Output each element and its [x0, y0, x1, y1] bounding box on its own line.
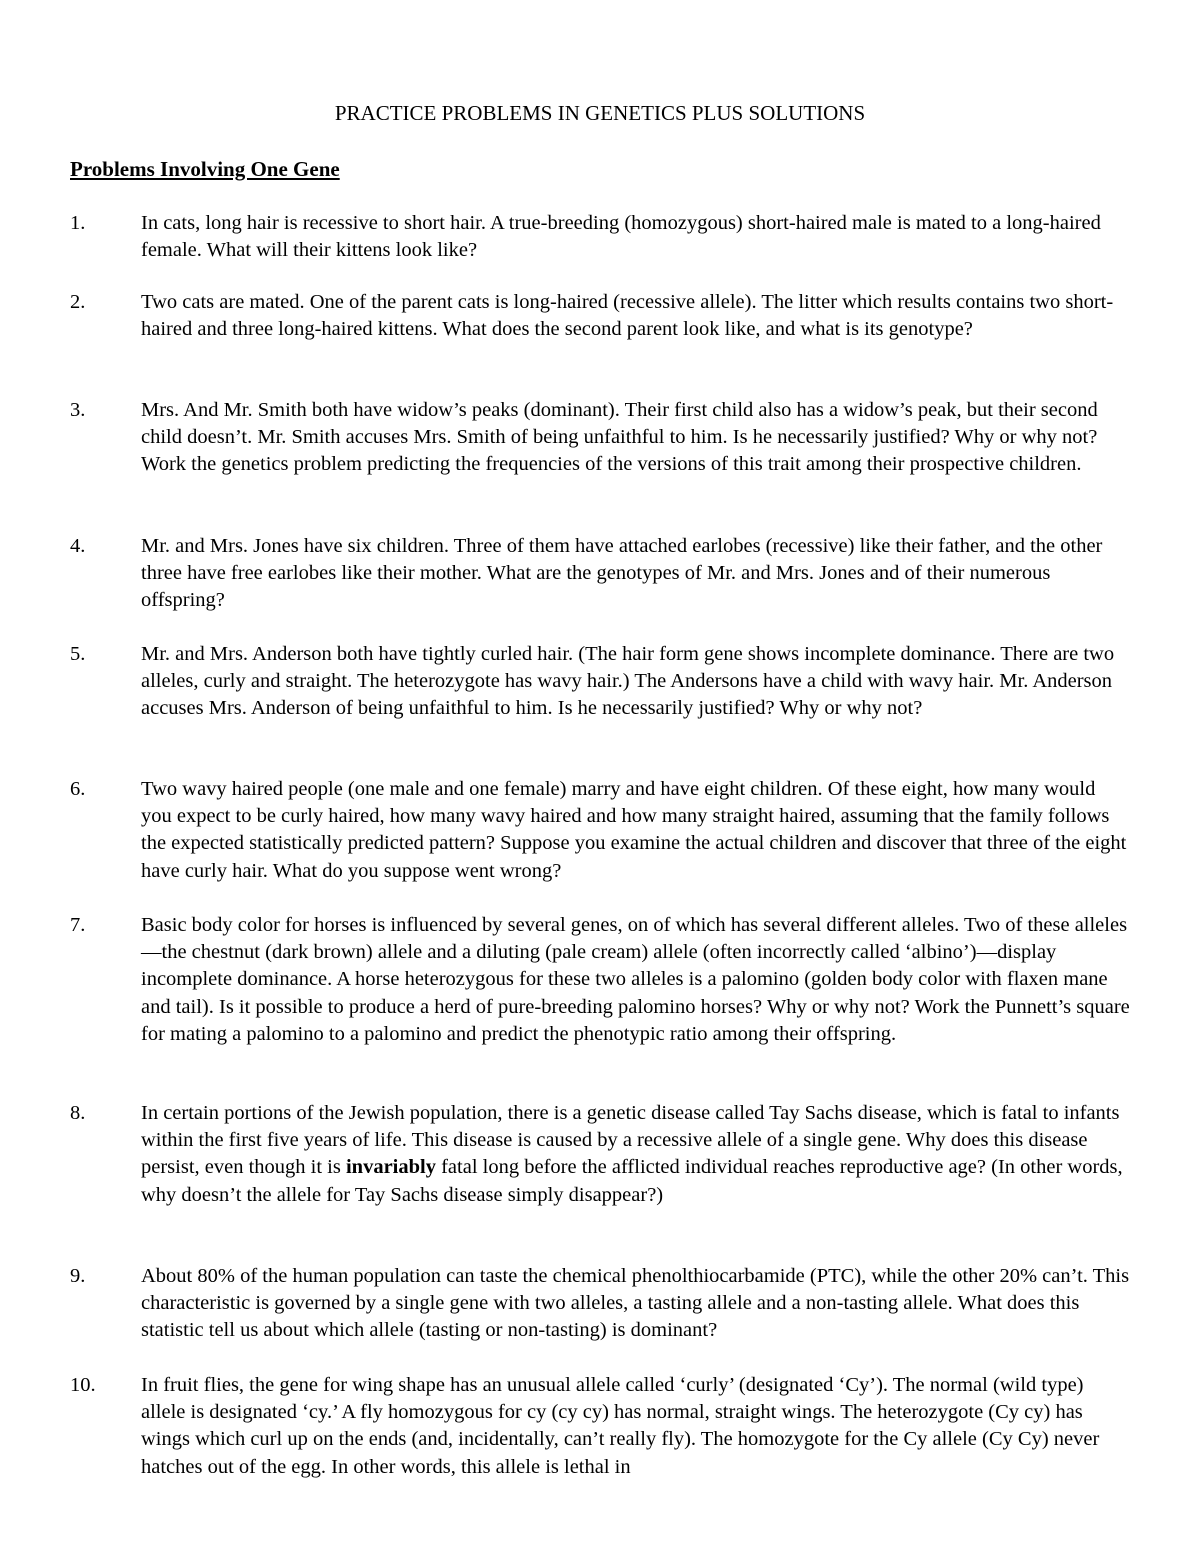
problem-number: 3.: [70, 399, 86, 421]
problem-2: [70, 289, 1130, 343]
problem-number: 10.: [70, 1374, 96, 1396]
problem-6: [70, 776, 1130, 885]
problem-text: About 80% of the human population can taste the chemical phenolthiocarbamide (PTC), while the other 20% can’t. This characteristic is governed by a single gene with two alleles, a tasting allele and a non-tasting allele. What does this statistic tell us about which allele (tasting or non-tasting) is dominant?: [141, 1265, 1130, 1342]
problem-1: [70, 210, 1130, 264]
problem-4: [70, 533, 1130, 615]
problem-text: Mr. and Mrs. Anderson both have tightly curled hair. (The hair form gene shows incomplete dominance. There are two alleles, curly and straight. The heterozygote has wavy hair.) The Andersons have a child with wavy hair. Mr. Anderson accuses Mrs. Anderson of being unfaithful to him. Is he necessarily justified? Why or why not?: [141, 643, 1115, 720]
problem-text: Two wavy haired people (one male and one female) marry and have eight children. Of these eight, how many would you expect to be curly haired, how many wavy haired and how many straight haired, assuming that the family follows the expected statistically predicted pattern? Suppose you examine the actual children and discover that three of the eight have curly hair. What do you suppose went wrong?: [141, 778, 1127, 882]
problem-3: [70, 397, 1130, 479]
problem-text: Mrs. And Mr. Smith both have widow’s peaks (dominant). Their first child also has a widow’s peak, but their second child doesn’t. Mr. Smith accuses Mrs. Smith of being unfaithful to him. Is he necessarily justified? Why or why not? Work the genetics problem predicting the frequencies of the versions of this trait among their prospective children.: [141, 399, 1098, 476]
problem-number: 1.: [70, 212, 86, 234]
problem-text: Basic body color for horses is influenced by several genes, on of which has several different alleles. Two of these alleles—the chestnut (dark brown) allele and a diluting (pale cream) allele (often incorrectly called ‘albino’)—display incomplete dominance. A horse heterozygous for these two alleles is a palomino (golden body color with flaxen mane and tail). Is it possible to produce a herd of pure-breeding palomino horses? Why or why not? Work the Punnett’s square for mating a palomino to a palomino and predict the phenotypic ratio among their offspring.: [141, 914, 1130, 1045]
problem-text: In fruit flies, the gene for wing shape has an unusual allele called ‘curly’ (designated ‘Cy’). The normal (wild type) allele is designated ‘cy.’ A fly homozygous for cy (cy cy) has normal, straight wings. The heterozygote (Cy cy) has wings which curl up on the ends (and, incidentally, can’t really fly). The homozygote for the Cy allele (Cy Cy) never hatches out of the egg. In other words, this allele is lethal in: [141, 1374, 1100, 1478]
problem-text: Two cats are mated. One of the parent cats is long-haired (recessive allele). The litter which results contains two short-haired and three long-haired kittens. What does the second parent look like, and what is its genotype?: [141, 291, 1114, 341]
problem-8: [70, 1100, 1130, 1209]
problem-7: [70, 912, 1130, 1048]
problem-number: 7.: [70, 914, 86, 936]
problem-10: [70, 1372, 1130, 1481]
section-heading: Problems Involving One Gene: [70, 157, 340, 181]
problem-number: 9.: [70, 1265, 86, 1287]
problem-text: In cats, long hair is recessive to short hair. A true-breeding (homozygous) short-haired male is mated to a long-haired female. What will their kittens look like?: [141, 212, 1101, 262]
problem-text-part: fatal long before the afflicted individual reaches reproductive age? (In other words, why doesn’t the allele for Tay Sachs disease simply disappear?): [141, 1156, 1123, 1206]
problem-number: 5.: [70, 643, 86, 665]
problem-number: 2.: [70, 291, 86, 313]
problem-9: [70, 1263, 1130, 1345]
document-title: PRACTICE PROBLEMS IN GENETICS PLUS SOLUTIONS: [334, 101, 866, 125]
problem-number: 6.: [70, 778, 86, 800]
problem-number: 4.: [70, 535, 86, 557]
problem-number: 8.: [70, 1102, 86, 1124]
problem-text: Mr. and Mrs. Jones have six children. Three of them have attached earlobes (recessive) like their father, and the other three have free earlobes like their mother. What are the genotypes of Mr. and Mrs. Jones and of their numerous offspring?: [141, 535, 1103, 612]
problem-text-part: In certain portions of the Jewish population, there is a genetic disease called Tay Sachs disease, which is fatal to infants within the first five years of life. This disease is caused by a recessive allele of a single gene. Why does this disease persist, even though it is: [141, 1102, 1120, 1179]
problem-5: [70, 641, 1130, 723]
problem-text: [141, 1100, 1131, 1209]
emphasis-text: invariably: [345, 1156, 436, 1179]
